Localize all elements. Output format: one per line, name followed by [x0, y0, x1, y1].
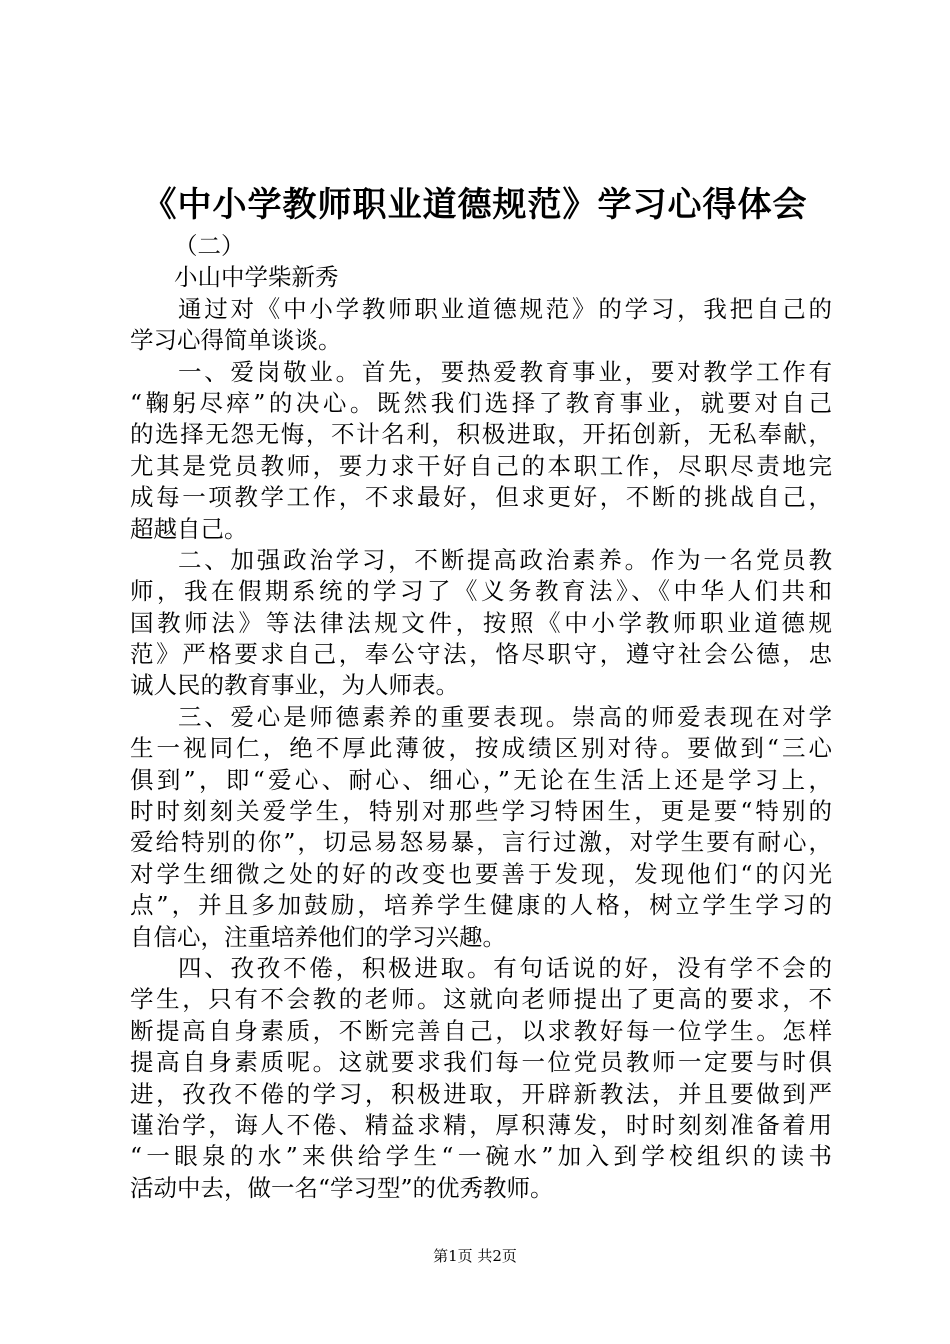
paragraph-2-line: 范》严格要求自己，奉公守法，恪尽职守，遵守社会公德，忠: [130, 640, 832, 669]
paragraph-1-line: “鞠躬尽瘁”的决心。既然我们选择了教育事业，就要对自己: [130, 388, 832, 417]
paragraph-4-line: 学生，只有不会教的老师。这就向老师提出了更高的要求，不: [130, 985, 832, 1014]
paragraph-3-line: 自信心，注重培养他们的学习兴趣。: [130, 922, 506, 951]
paragraph-intro-line: 学习心得简单谈谈。: [130, 326, 342, 355]
paragraph-4-line: 谨治学，诲人不倦、精益求精，厚积薄发，时时刻刻准备着用: [130, 1110, 832, 1139]
paragraph-4-line: 进，孜孜不倦的学习，积极进取，开辟新教法，并且要做到严: [130, 1079, 832, 1108]
paragraph-1-line: 超越自己。: [130, 514, 248, 543]
paragraph-4-line: 断提高自身素质，不断完善自己，以求教好每一位学生。怎样: [130, 1016, 832, 1045]
author-line: 小山中学柴新秀: [174, 263, 339, 292]
paragraph-4-line: 四、孜孜不倦，积极进取。有句话说的好，没有学不会的: [178, 953, 832, 982]
paragraph-1-line: 的选择无怨无悔，不计名利，积极进取，开拓创新，无私奉献，: [130, 420, 832, 449]
page-number-footer: 第1页 共2页: [433, 1247, 517, 1265]
paragraph-3-line: 生一视同仁，绝不厚此薄彼，按成绩区别对待。要做到“三心: [130, 734, 832, 763]
paragraph-1-line: 尤其是党员教师，要力求干好自己的本职工作，尽职尽责地完: [130, 451, 832, 480]
subtitle-line: （二）: [174, 232, 245, 260]
paragraph-3-line: 时时刻刻关爱学生，特别对那些学习特困生，更是要“特别的: [130, 797, 832, 826]
document-body: [130, 231, 832, 1204]
paragraph-2-line: 师，我在假期系统的学习了《义务教育法》、《中华人们共和: [130, 577, 832, 606]
paragraph-4-line: 活动中去，做一名“学习型”的优秀教师。: [130, 1173, 554, 1202]
paragraph-4-line: “一眼泉的水”来供给学生“一碗水”加入到学校组织的读书: [130, 1142, 832, 1171]
paragraph-3-line: 爱给特别的你”，切忌易怒易暴，言行过激，对学生要有耐心，: [130, 828, 832, 857]
paragraph-3-line: 点”，并且多加鼓励，培养学生健康的人格，树立学生学习的: [130, 891, 832, 920]
document-title: 《中小学教师职业道德规范》学习心得体会: [142, 185, 808, 225]
paragraph-2-line: 二、加强政治学习，不断提高政治素养。作为一名党员教: [178, 545, 832, 574]
paragraph-3-line: 对学生细微之处的好的改变也要善于发现，发现他们“的闪光: [130, 859, 832, 888]
paragraph-3-line: 三、爱心是师德素养的重要表现。崇高的师爱表现在对学: [178, 702, 832, 731]
paragraph-2-line: 国教师法》等法律法规文件，按照《中小学教师职业道德规: [130, 608, 832, 637]
paragraph-intro-line: 通过对《中小学教师职业道德规范》的学习，我把自己的: [178, 294, 832, 323]
paragraph-1-line: 一、爱岗敬业。首先，要热爱教育事业，要对教学工作有: [178, 357, 832, 386]
paragraph-3-line: 俱到”，即“爱心、耐心、细心，”无论在生活上还是学习上，: [130, 765, 832, 794]
paragraph-2-line: 诚人民的教育事业，为人师表。: [130, 671, 459, 700]
paragraph-4-line: 提高自身素质呢。这就要求我们每一位党员教师一定要与时俱: [130, 1048, 832, 1077]
paragraph-1-line: 成每一项教学工作，不求最好，但求更好，不断的挑战自己，: [130, 483, 832, 512]
